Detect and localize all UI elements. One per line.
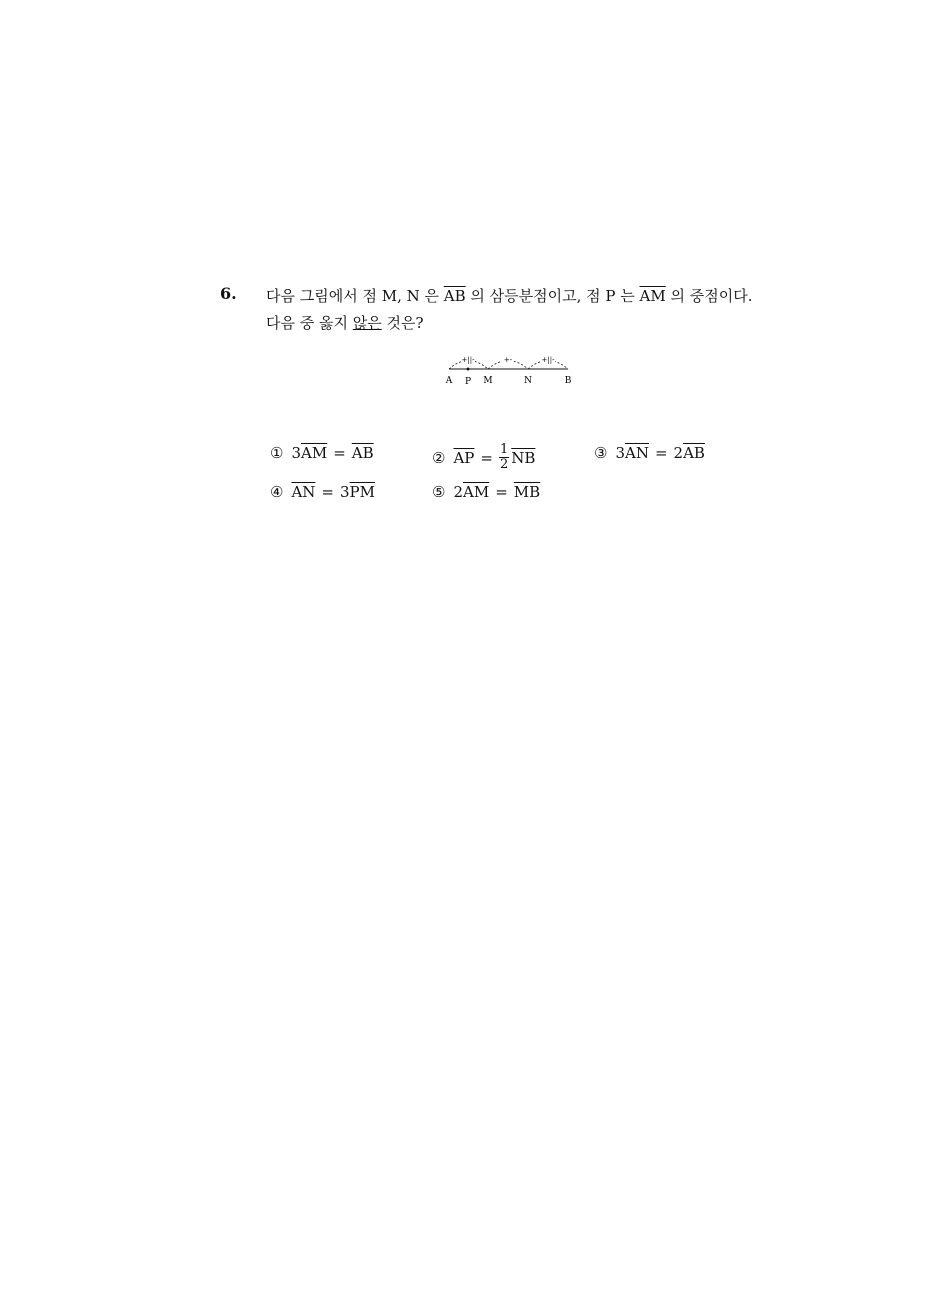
equals-sign: = [333,444,346,462]
question-number: 6. [220,284,237,303]
coefficient: 3 [291,444,301,462]
segment: $\overline{AB}$ [683,444,705,462]
choice-3[interactable] [594,443,705,463]
underlined-word: 않은 [352,314,382,332]
question-text-part: 것은? [381,314,424,332]
question-text-line1 [266,286,753,306]
equals-sign: = [480,448,493,467]
segment: $\overline{AP}$ [453,448,475,467]
segment: $\overline{MB}$ [513,483,541,501]
coefficient: 2 [673,444,684,462]
segment-ab: $\overline{AB}$ [443,287,466,305]
choice-4[interactable] [270,482,375,502]
choice-number: ① [270,444,284,462]
segment-am: $\overline{AM}$ [639,287,666,305]
fraction-numerator: 1 [499,442,509,457]
question-text-line2 [266,313,424,333]
question-text-part: 의 삼등분점이고, 점 P 는 [465,287,640,305]
choice-2[interactable] [432,443,535,472]
label-m: M [483,376,493,386]
equals-sign: = [495,483,508,501]
segment-figure [440,350,580,392]
choice-number: ④ [270,483,284,501]
segment: $\overline{AB}$ [351,444,374,462]
mark-mn: +- [503,356,513,364]
equals-sign: = [321,483,334,501]
segment: $\overline{AN}$ [291,483,316,501]
question-text-part: 다음 그림에서 점 M, N 은 [266,287,444,305]
choice-number: ⑤ [432,483,446,501]
mark-am: +||- [461,356,475,364]
choice-1[interactable] [270,443,374,463]
equals-sign: = [654,444,668,462]
fraction [499,443,509,472]
coefficient: 3 [340,483,350,501]
point-p-dot [467,368,470,371]
question-text-part: 의 중점이다. [665,287,753,305]
label-n: N [524,376,532,386]
label-b: B [564,376,572,386]
label-a: A [445,376,453,386]
segment: $\overline{AN}$ [625,444,649,462]
coefficient: 3 [615,444,625,462]
choice-number: ② [432,448,446,467]
question-text-part: 다음 중 옳지 [266,314,353,332]
segment: $\overline{PM}$ [349,483,375,501]
coefficient: 2 [453,483,463,501]
choice-5[interactable] [432,482,540,502]
label-p: P [464,377,472,387]
segment: $\overline{AM}$ [301,444,328,462]
mark-nb: +||- [541,356,555,364]
segment: $\overline{NB}$ [511,448,536,467]
fraction-denominator: 2 [499,457,509,472]
segment: $\overline{AM}$ [463,483,490,501]
choice-number: ③ [594,444,608,462]
